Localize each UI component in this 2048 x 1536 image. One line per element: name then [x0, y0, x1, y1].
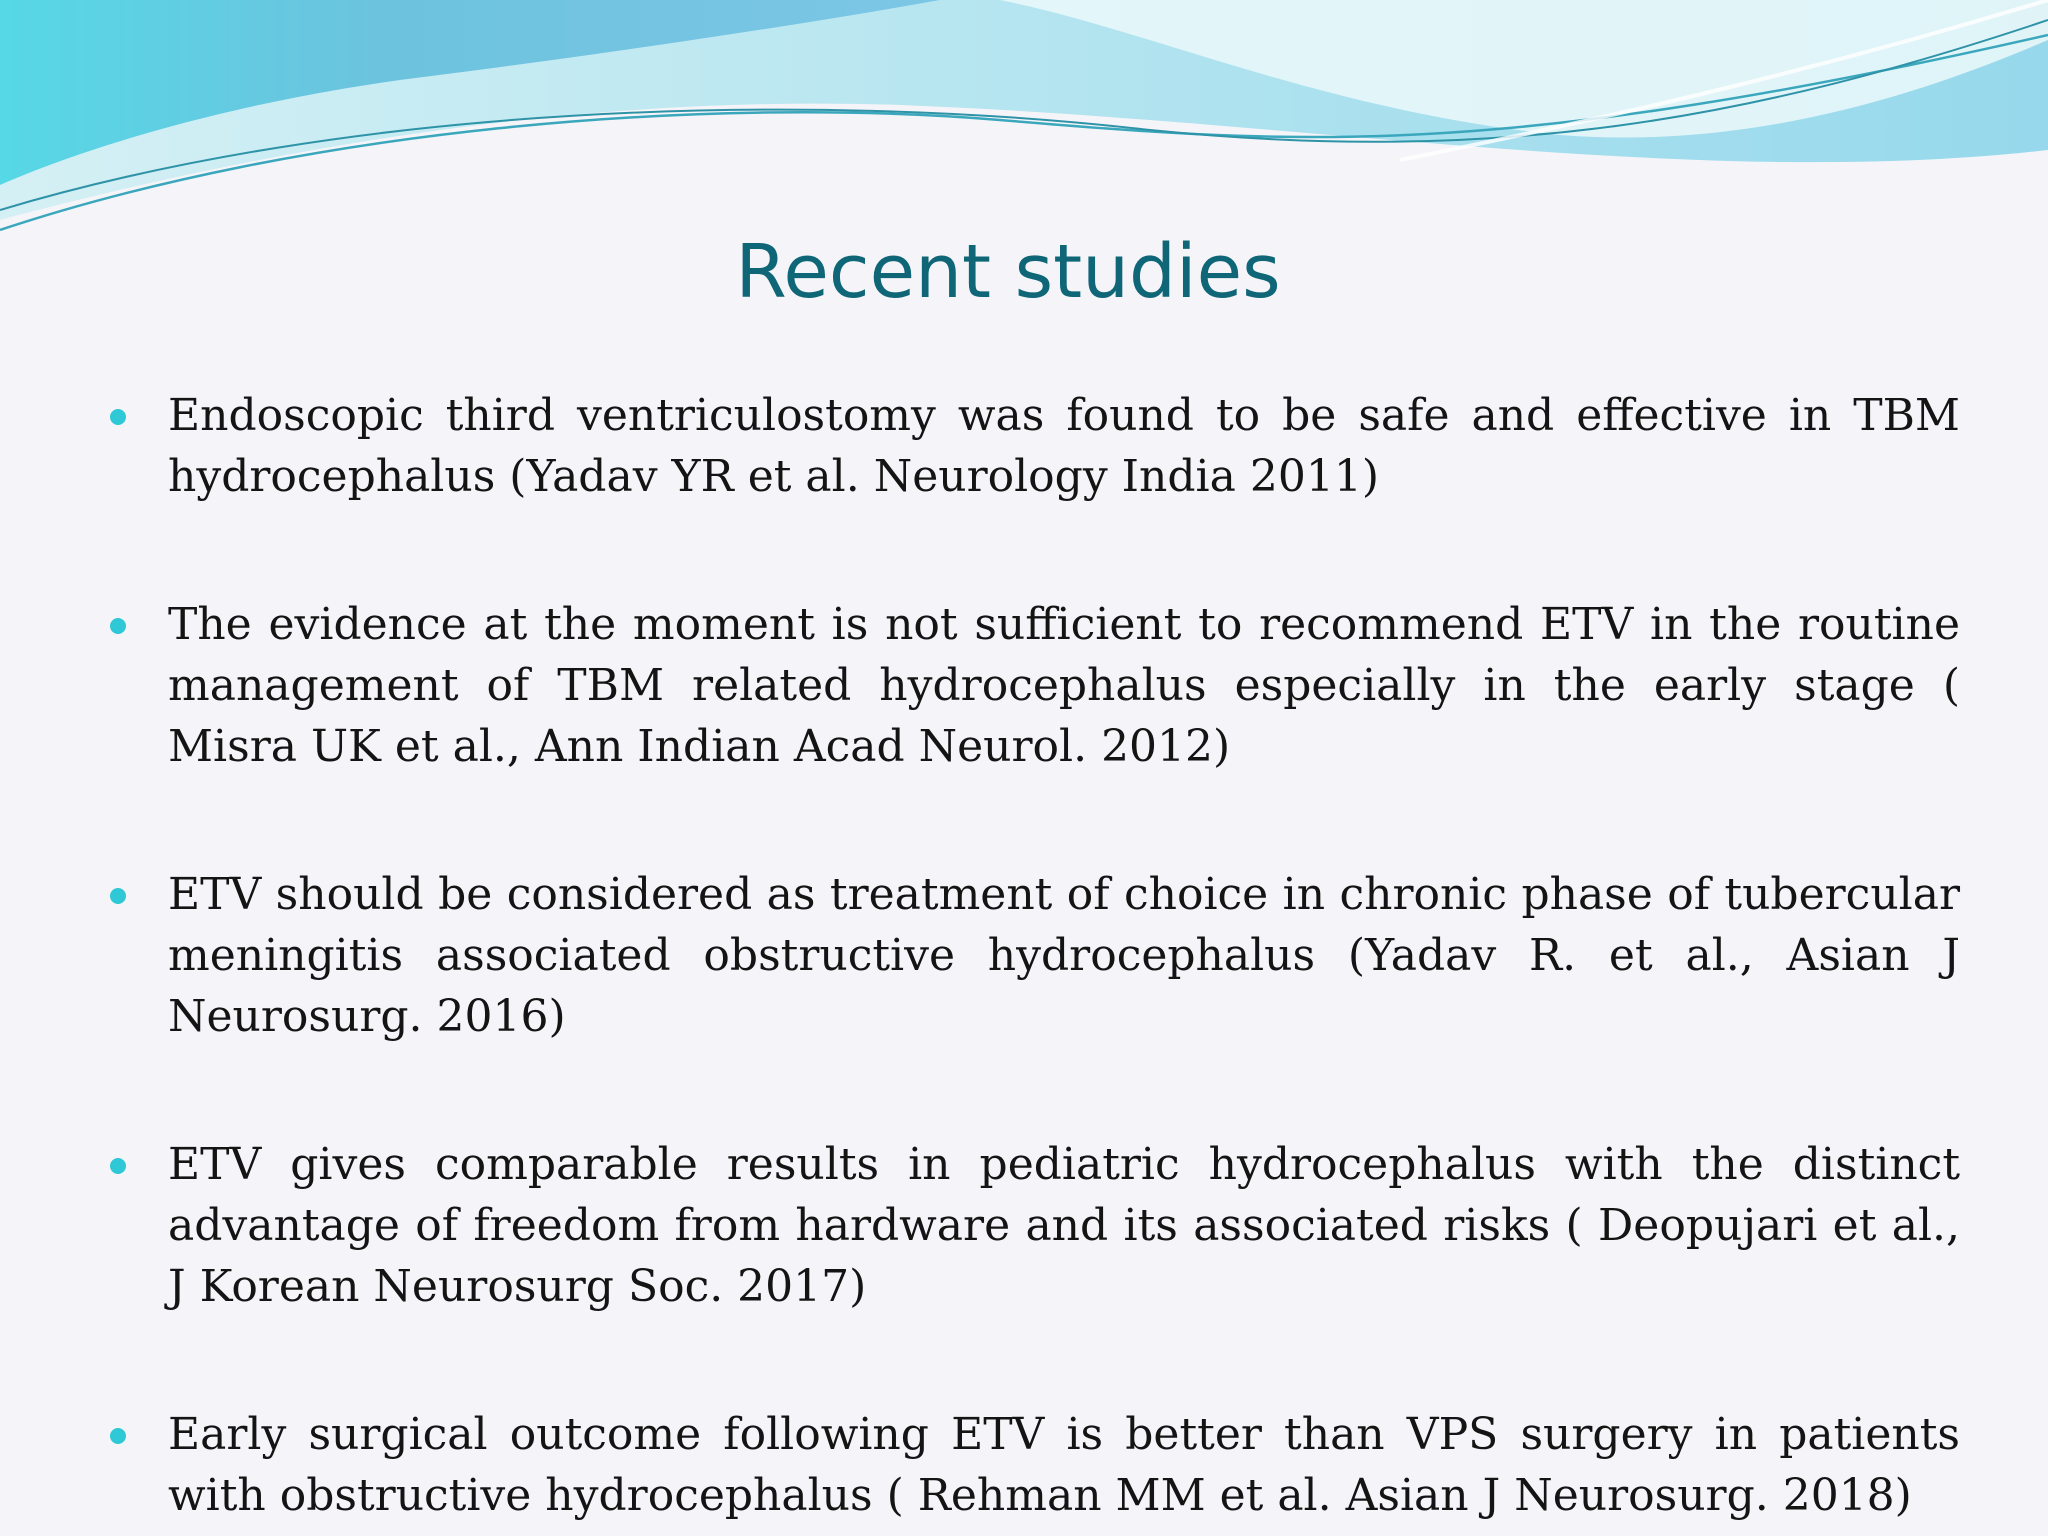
bullet-dot-icon	[110, 409, 126, 425]
bullet-list	[104, 385, 1960, 1526]
bullet-text: ETV gives comparable results in pediatric hydrocephalus with the distinct advantage of freedom from hardware and its associated risks ( Deopujari et al., J Korean Neurosurg Soc. 2017)	[168, 1139, 1960, 1312]
bullet-item	[104, 385, 1960, 507]
bullet-text: Endoscopic third ventriculostomy was found to be safe and effective in TBM hydrocephalus (Yadav YR et al. Neurology India 2011)	[168, 390, 1960, 502]
bullet-text: The evidence at the moment is not sufficient to recommend ETV in the routine management of TBM related hydrocephalus especially in the early stage ( Misra UK et al., Ann Indian Acad Neurol. 2012)	[168, 599, 1960, 772]
bullet-text: Early surgical outcome following ETV is better than VPS surgery in patients with obstructive hydrocephalus ( Rehman MM et al. Asian J Neurosurg. 2018)	[168, 1409, 1960, 1521]
slide-title: Recent studies	[735, 229, 1281, 315]
wave-header-decoration	[0, 0, 2048, 240]
bullet-item	[104, 1134, 1960, 1317]
bullet-item	[104, 594, 1960, 777]
bullet-text: ETV should be considered as treatment of choice in chronic phase of tubercular meningitis associated obstructive hydrocephalus (Yadav R. et al., Asian J Neurosurg. 2016)	[168, 869, 1960, 1042]
bullet-item	[104, 1404, 1960, 1526]
bullet-dot-icon	[110, 1158, 126, 1174]
bullet-dot-icon	[110, 618, 126, 634]
bullet-dot-icon	[110, 1428, 126, 1444]
bullet-dot-icon	[110, 888, 126, 904]
bullet-item	[104, 864, 1960, 1047]
